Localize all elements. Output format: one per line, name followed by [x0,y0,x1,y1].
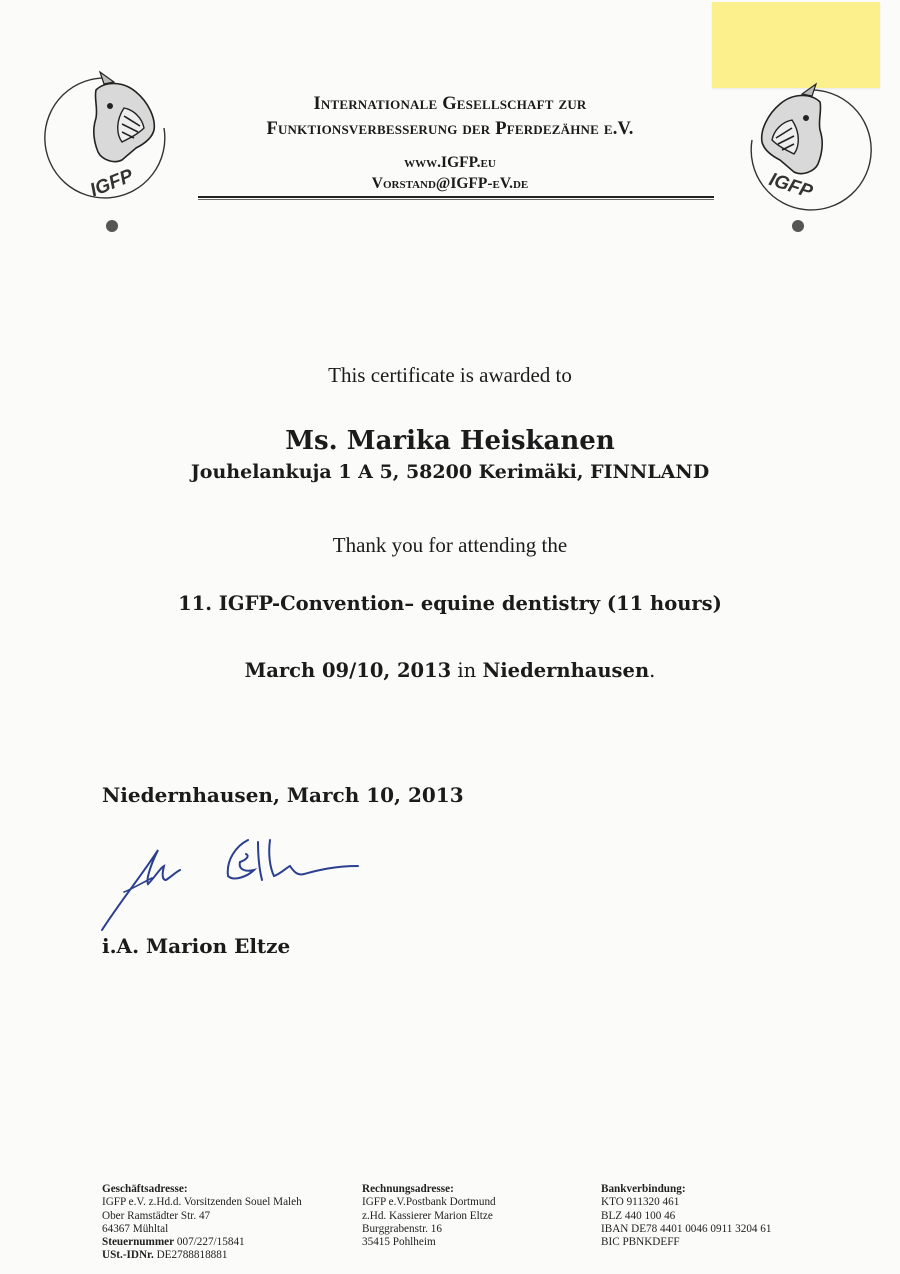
tax-label: Steuernummer [102,1236,175,1249]
footer-bank-details [601,1183,851,1249]
horse-head-icon [94,72,154,162]
tax-number-line [102,1236,352,1249]
event-title: 11. IGFP-Convention– equine dentistry (11 hours) [178,592,722,615]
billing-line: Burggrabenstr. 16 [362,1222,442,1235]
signer-name: i.A. Marion Eltze [102,934,291,958]
billing-heading: Rechnungsadresse: [362,1183,454,1195]
footer-billing-address [362,1183,562,1249]
billing-line: 35415 Pohlheim [362,1236,436,1249]
org-website: www.IGFP.eu [404,154,496,171]
horse-head-icon [762,84,822,174]
org-name-line1: Internationale Gesellschaft zur [313,94,587,114]
event-end: . [649,659,656,682]
bank-heading: Bankverbindung: [601,1183,686,1195]
vat-label: USt.-IDNr. [102,1249,154,1262]
business-line: 64367 Mühltal [102,1222,169,1235]
recipient-address: Jouhelankuja 1 A 5, 58200 Kerimäki, FINNLAND [190,461,710,483]
event-dates: March 09/10, 2013 [244,659,452,682]
handwritten-signature [100,832,370,942]
vat-value: DE2788818881 [153,1249,228,1262]
recipient-name: Ms. Marika Heiskanen [285,426,615,456]
header-divider [198,196,714,200]
business-line: IGFP e.V. z.Hd.d. Vorsitzenden Souel Maleh [102,1196,302,1209]
footer-business-address [102,1183,352,1263]
sticky-note [712,2,880,88]
bank-line: BIC PBNKDEFF [601,1236,680,1249]
event-place: Niedernhausen [482,659,650,682]
thanks-text: Thank you for attending the [332,533,568,557]
event-in: in [451,659,483,682]
org-email: Vorstand@IGFP-eV.de [371,175,529,192]
igfp-logo-left [44,68,184,238]
bank-line: IBAN DE78 4401 0046 0911 3204 61 [601,1222,772,1235]
business-heading: Geschäftsadresse: [102,1183,188,1195]
letterhead [190,92,710,194]
business-line: Ober Ramstädter Str. 47 [102,1209,211,1222]
bank-line: BLZ 440 100 46 [601,1209,676,1222]
svg-text:IGFP: IGFP [87,165,137,202]
event-date-place [0,659,900,682]
billing-line: z.Hd. Kassierer Marion Eltze [362,1209,493,1222]
place-date: Niedernhausen, March 10, 2013 [102,783,464,807]
org-name-line2: Funktionsverbesserung der Pferdezähne e.V. [266,119,634,139]
bank-line: KTO 911320 461 [601,1196,680,1209]
igfp-logo-right [732,80,872,250]
vat-id-line [102,1249,352,1262]
tax-value: 007/227/15841 [174,1236,245,1249]
svg-text:IGFP: IGFP [766,169,816,203]
billing-line: IGFP e.V.Postbank Dortmund [362,1196,496,1209]
certificate-intro: This certificate is awarded to [328,363,572,387]
